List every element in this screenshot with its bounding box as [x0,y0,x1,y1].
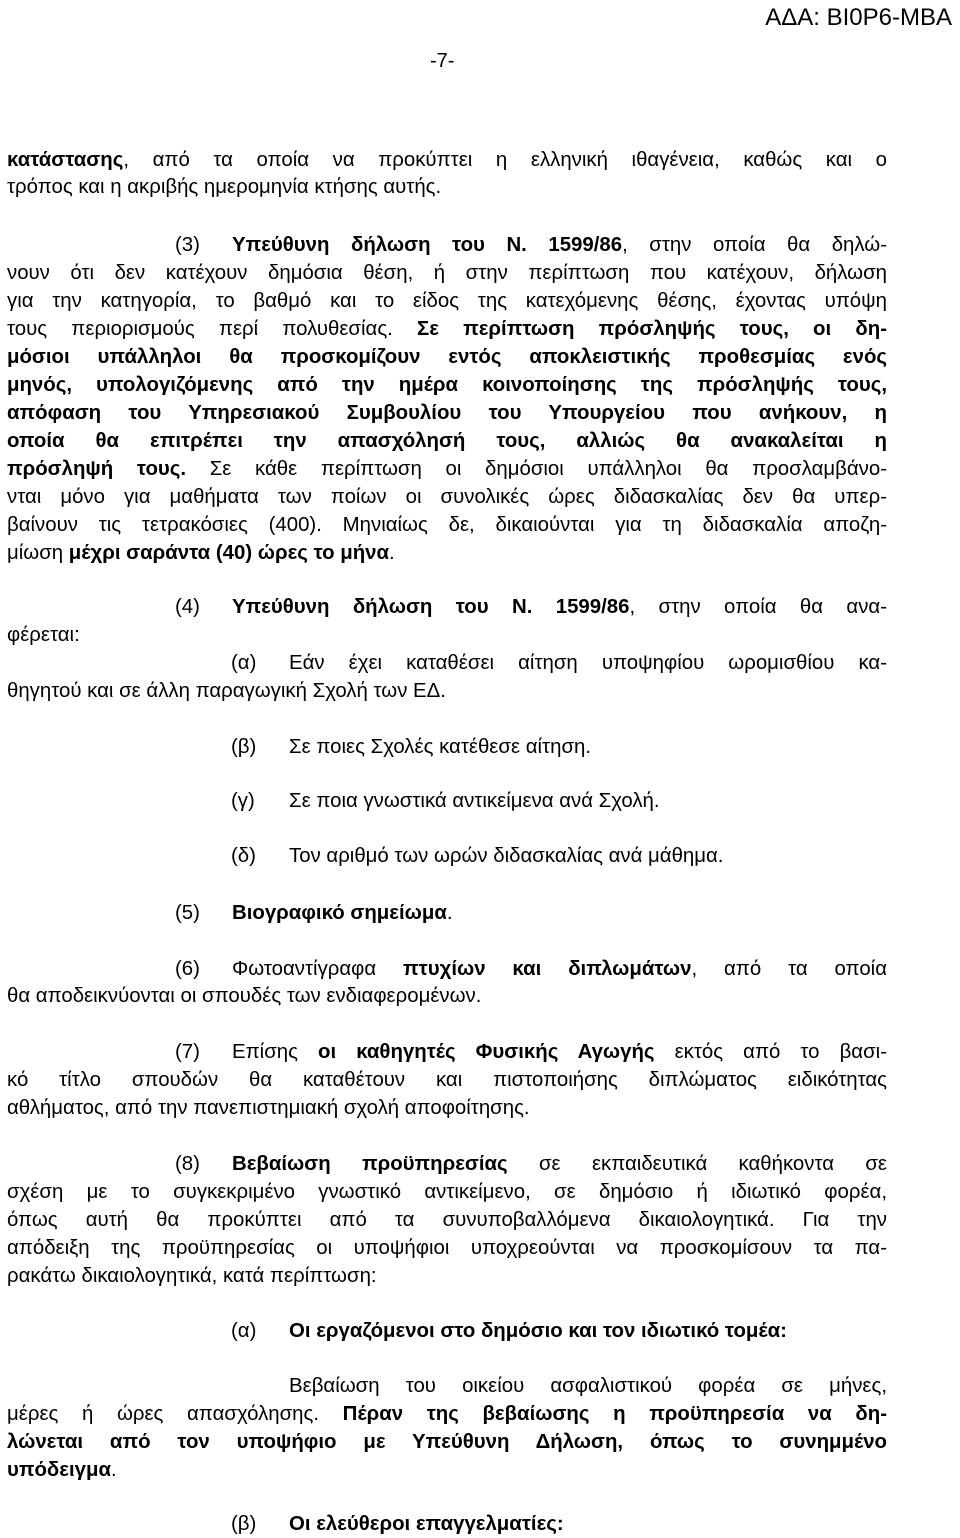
text-line [232,899,453,927]
bold-term: μέχρι σαράντα (40) ώρες το μήνα [68,542,390,564]
text-line [7,1456,117,1484]
text-span: , στην οποία θα ανα- [629,596,887,618]
text-line: αθλήματος, από την πανεπιστημιακή σχολή αποφοίτησης. [7,1097,530,1119]
text-line: για την κατηγορία, το βαθμό και το είδος της κατεχόμενης θέσης, έχοντας υπόψη [7,290,887,312]
text-line [7,539,395,567]
bold-term: κατάστασης [7,149,124,171]
subitem-label: (γ) [231,790,255,812]
text-span: , από τα οποία [691,958,887,980]
text-span: . [389,542,395,564]
text-span: σε εκπαιδευτικά καθήκοντα σε [507,1153,887,1175]
item-number: (4) [175,596,200,618]
text-span: , στην οποία θα δηλώ- [622,234,887,256]
text-line: κό τίτλο σπουδών θα καταθέτουν και πιστοποιήσης διπλώματος ειδικότητας [7,1069,887,1091]
subitem-text: Τον αριθμό των ωρών διδασκαλίας ανά μάθημα. [289,845,724,867]
subitem-label: (α) [231,652,257,674]
subitem-text: Σε ποιες Σχολές κατέθεσε αίτηση. [289,736,592,758]
text-span: Επίσης [232,1041,319,1063]
text-line: σχέση με το συγκεκριμένο γνωστικό αντικείμενο, σε δημόσιο ή ιδιωτικό φορέα, [7,1181,887,1203]
bold-term: πρόσληψή τους. [7,458,187,480]
bold-term: Σε περίπτωση πρόσληψής τους, οι δη- [417,318,887,340]
text-line: όπως αυτή θα προκύπτει από τα συνυποβαλλόμενα δικαιολογητικά. Για την [7,1209,887,1231]
text-line: λώνεται από τον υποψήφιο με Υπεύθυνη Δήλωση, όπως το συνημμένο [7,1431,887,1453]
item-number: (7) [175,1041,200,1063]
text-line: Βεβαίωση του οικείου ασφαλιστικού φορέα σε μήνες, [289,1375,887,1397]
item-number: (6) [175,958,200,980]
text-line [232,593,887,621]
text-line [7,1400,887,1428]
subitem-heading: Οι ελεύθεροι επαγγελματίες: [289,1513,564,1535]
text-line: νται μόνο για μαθήματα των ποίων οι συνολικές ώρες διδασκαλίας δεν θα υπερ- [7,486,887,508]
subitem-label: (α) [231,1320,257,1342]
text-span: Σε κάθε περίπτωση οι δημόσιοι υπάλληλοι θα προσλαμβάνο- [186,458,887,480]
bold-term: Βεβαίωση προϋπηρεσίας [232,1153,508,1175]
bold-term: οι καθηγητές Φυσικής Αγωγής [318,1041,655,1063]
text-span: μέρες ή ώρες απασχόλησης. [7,1403,343,1425]
text-line: Εάν έχει καταθέσει αίτηση υποψηφίου ωρομισθίου κα- [289,652,887,674]
text-span: εκτός από το βασι- [654,1041,887,1063]
ada-code: ΑΔΑ: ΒΙ0Ρ6-ΜΒΑ [765,4,952,31]
item-number: (8) [175,1153,200,1175]
text-span: . [111,1459,117,1481]
text-line [232,1150,887,1178]
bold-term: Πέραν της βεβαίωσης η προϋπηρεσία να δη- [342,1403,887,1425]
page-number: -7- [430,50,455,72]
text-line: νουν ότι δεν κατέχουν δημόσια θέση, ή στην περίπτωση που κατέχουν, δήλωση [7,262,887,284]
bold-term: Υπεύθυνη δήλωση του Ν. 1599/86 [232,596,630,618]
text-line [7,455,887,483]
text-span: Φωτοαντίγραφα [232,958,404,980]
text-line [232,1038,887,1066]
text-line: απόφαση του Υπηρεσιακού Συμβουλίου του Υπουργείου που ανήκουν, η [7,402,887,424]
text-span: , από τα οποία να προκύπτει η ελληνική ιθαγένεια, καθώς και ο [123,149,887,171]
text-line: βαίνουν τις τετρακόσιες (400). Μηνιαίως δε, δικαιούνται για τη διδασκαλία αποζη- [7,514,887,536]
subitem-label: (β) [231,736,257,758]
item-number: (3) [175,234,200,256]
subitem-label: (δ) [231,845,256,867]
text-line [232,955,887,983]
text-line: τρόπος και η ακριβής ημερομηνία κτήσης αυτής. [7,176,442,198]
text-span: . [446,902,453,924]
text-line: μόσιοι υπάλληλοι θα προσκομίζουν εντός αποκλειστικής προθεσμίας ενός [7,346,887,368]
text-line: θα αποδεικνύονται οι σπουδές των ενδιαφερομένων. [7,985,482,1007]
text-line [232,231,887,259]
subitem-text: Σε ποια γνωστικά αντικείμενα ανά Σχολή. [289,790,660,812]
bold-term: υπόδειγμα [7,1459,111,1481]
subitem-label: (β) [231,1513,257,1535]
text-line: μηνός, υπολογιζόμενης από την ημέρα κοινοποίησης της πρόσληψής τους, [7,374,887,396]
bold-term: πτυχίων και διπλωμάτων [403,958,692,980]
subitem-heading: Οι εργαζόμενοι στο δημόσιο και τον ιδιωτικό τομέα: [289,1320,787,1342]
text-line: οποία θα επιτρέπει την απασχόλησή τους, αλλιώς θα ανακαλείται η [7,430,887,452]
text-line: απόδειξη της προϋπηρεσίας οι υποψήφιοι υποχρεούνται να προσκομίσουν τα πα- [7,1237,887,1259]
text-line: θηγητού και σε άλλη παραγωγική Σχολή των ΕΔ. [7,680,446,702]
bold-term: Βιογραφικό σημείωμα [232,902,447,924]
text-span: τους περιορισμούς περί πολυθεσίας. [7,318,418,340]
text-line: ρακάτω δικαιολογητικά, κατά περίπτωση: [7,1265,377,1287]
text-line: φέρεται: [7,624,80,646]
bold-term: Υπεύθυνη δήλωση του Ν. 1599/86 [232,234,623,256]
text-line [7,315,887,343]
text-line [7,146,887,174]
item-number: (5) [175,902,200,924]
text-span: μίωση [7,542,69,564]
